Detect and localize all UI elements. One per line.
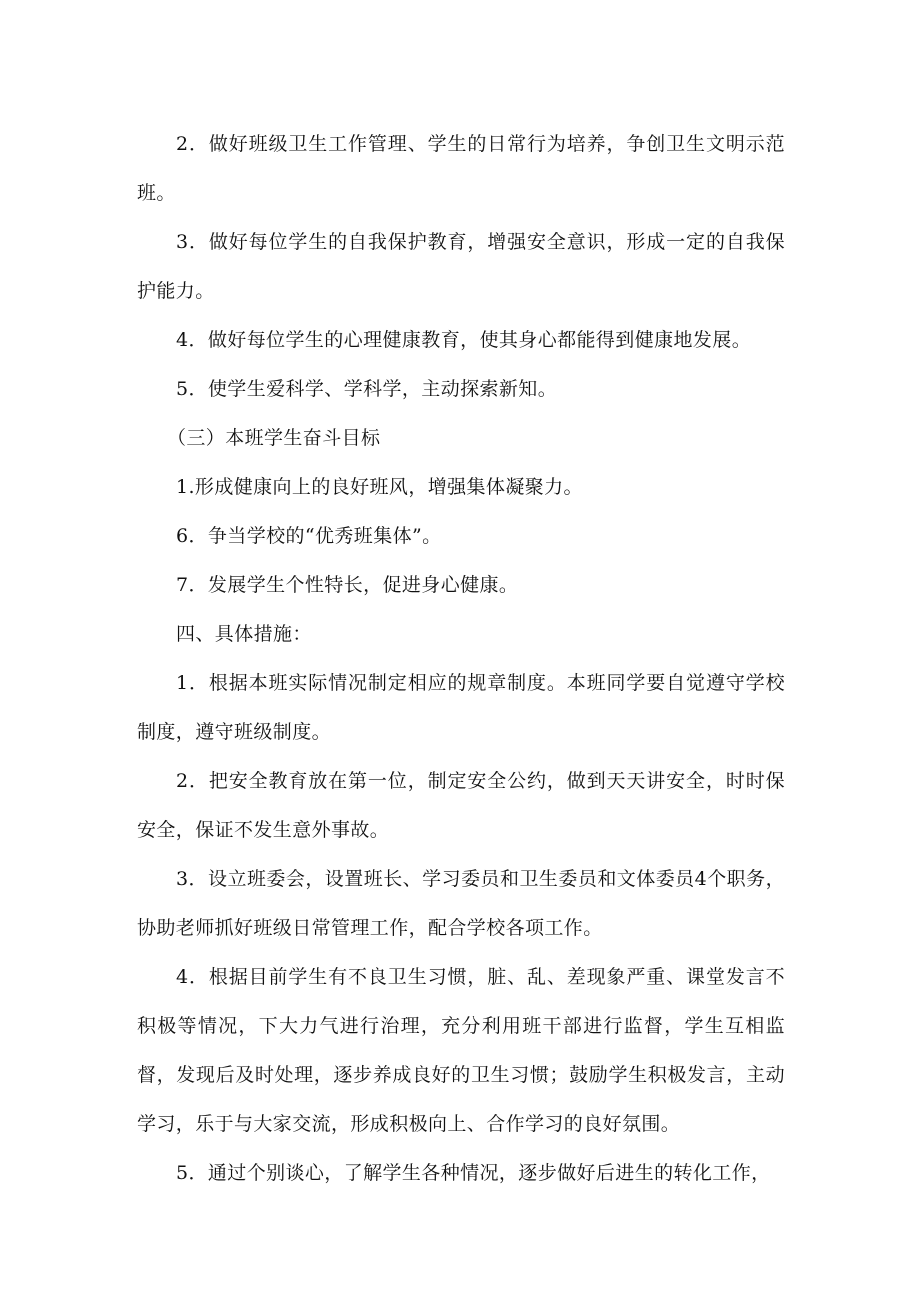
- paragraph-class-goal-7: 7．发展学生个性特长，促进身心健康。: [176, 574, 519, 596]
- paragraph-goal-2: 2．做好班级卫生工作管理、学生的日常行为培养，争创卫生文明示范班。: [137, 133, 785, 204]
- paragraph-measure-5: 5．通过个别谈心，了解学生各种情况，逐步做好后进生的转化工作，: [176, 1162, 771, 1184]
- paragraph-class-goal-6: 6．争当学校的“优秀班集体”。: [176, 525, 442, 547]
- paragraph-measure-1: 1．根据本班实际情况制定相应的规章制度。本班同学要自觉遵守学校制度，遵守班级制度。: [137, 672, 785, 743]
- paragraph-measure-4: 4．根据目前学生有不良卫生习惯，脏、乱、差现象严重、课堂发言不积极等情况，下大力气进行治理，充分利用班干部进行监督，学生互相监督，发现后及时处理，逐步养成良好的卫生习惯；鼓励学生积极发言，主动学习，乐于与大家交流，形成积极向上、合作学习的良好氛围。: [137, 966, 785, 1135]
- section-heading-class-goals: （三）本班学生奋斗目标: [167, 427, 381, 449]
- paragraph-goal-3: 3．做好每位学生的自我保护教育，增强安全意识，形成一定的自我保护能力。: [137, 231, 785, 302]
- paragraph-class-goal-1: 1.形成健康向上的良好班风，增强集体凝聚力。: [176, 476, 583, 498]
- paragraph-measure-2: 2．把安全教育放在第一位，制定安全公约，做到天天讲安全，时时保安全，保证不发生意外事故。: [137, 770, 785, 841]
- paragraph-goal-5: 5．使学生爱科学、学科学，主动探索新知。: [176, 378, 558, 400]
- paragraph-measure-3: 3．设立班委会，设置班长、学习委员和卫生委员和文体委员4个职务，协助老师抓好班级日常管理工作，配合学校各项工作。: [137, 868, 785, 939]
- paragraph-goal-4: 4．做好每位学生的心理健康教育，使其身心都能得到健康地发展。: [176, 329, 752, 351]
- document-body: [137, 120, 785, 1198]
- section-heading-measures: 四、具体措施：: [176, 623, 312, 645]
